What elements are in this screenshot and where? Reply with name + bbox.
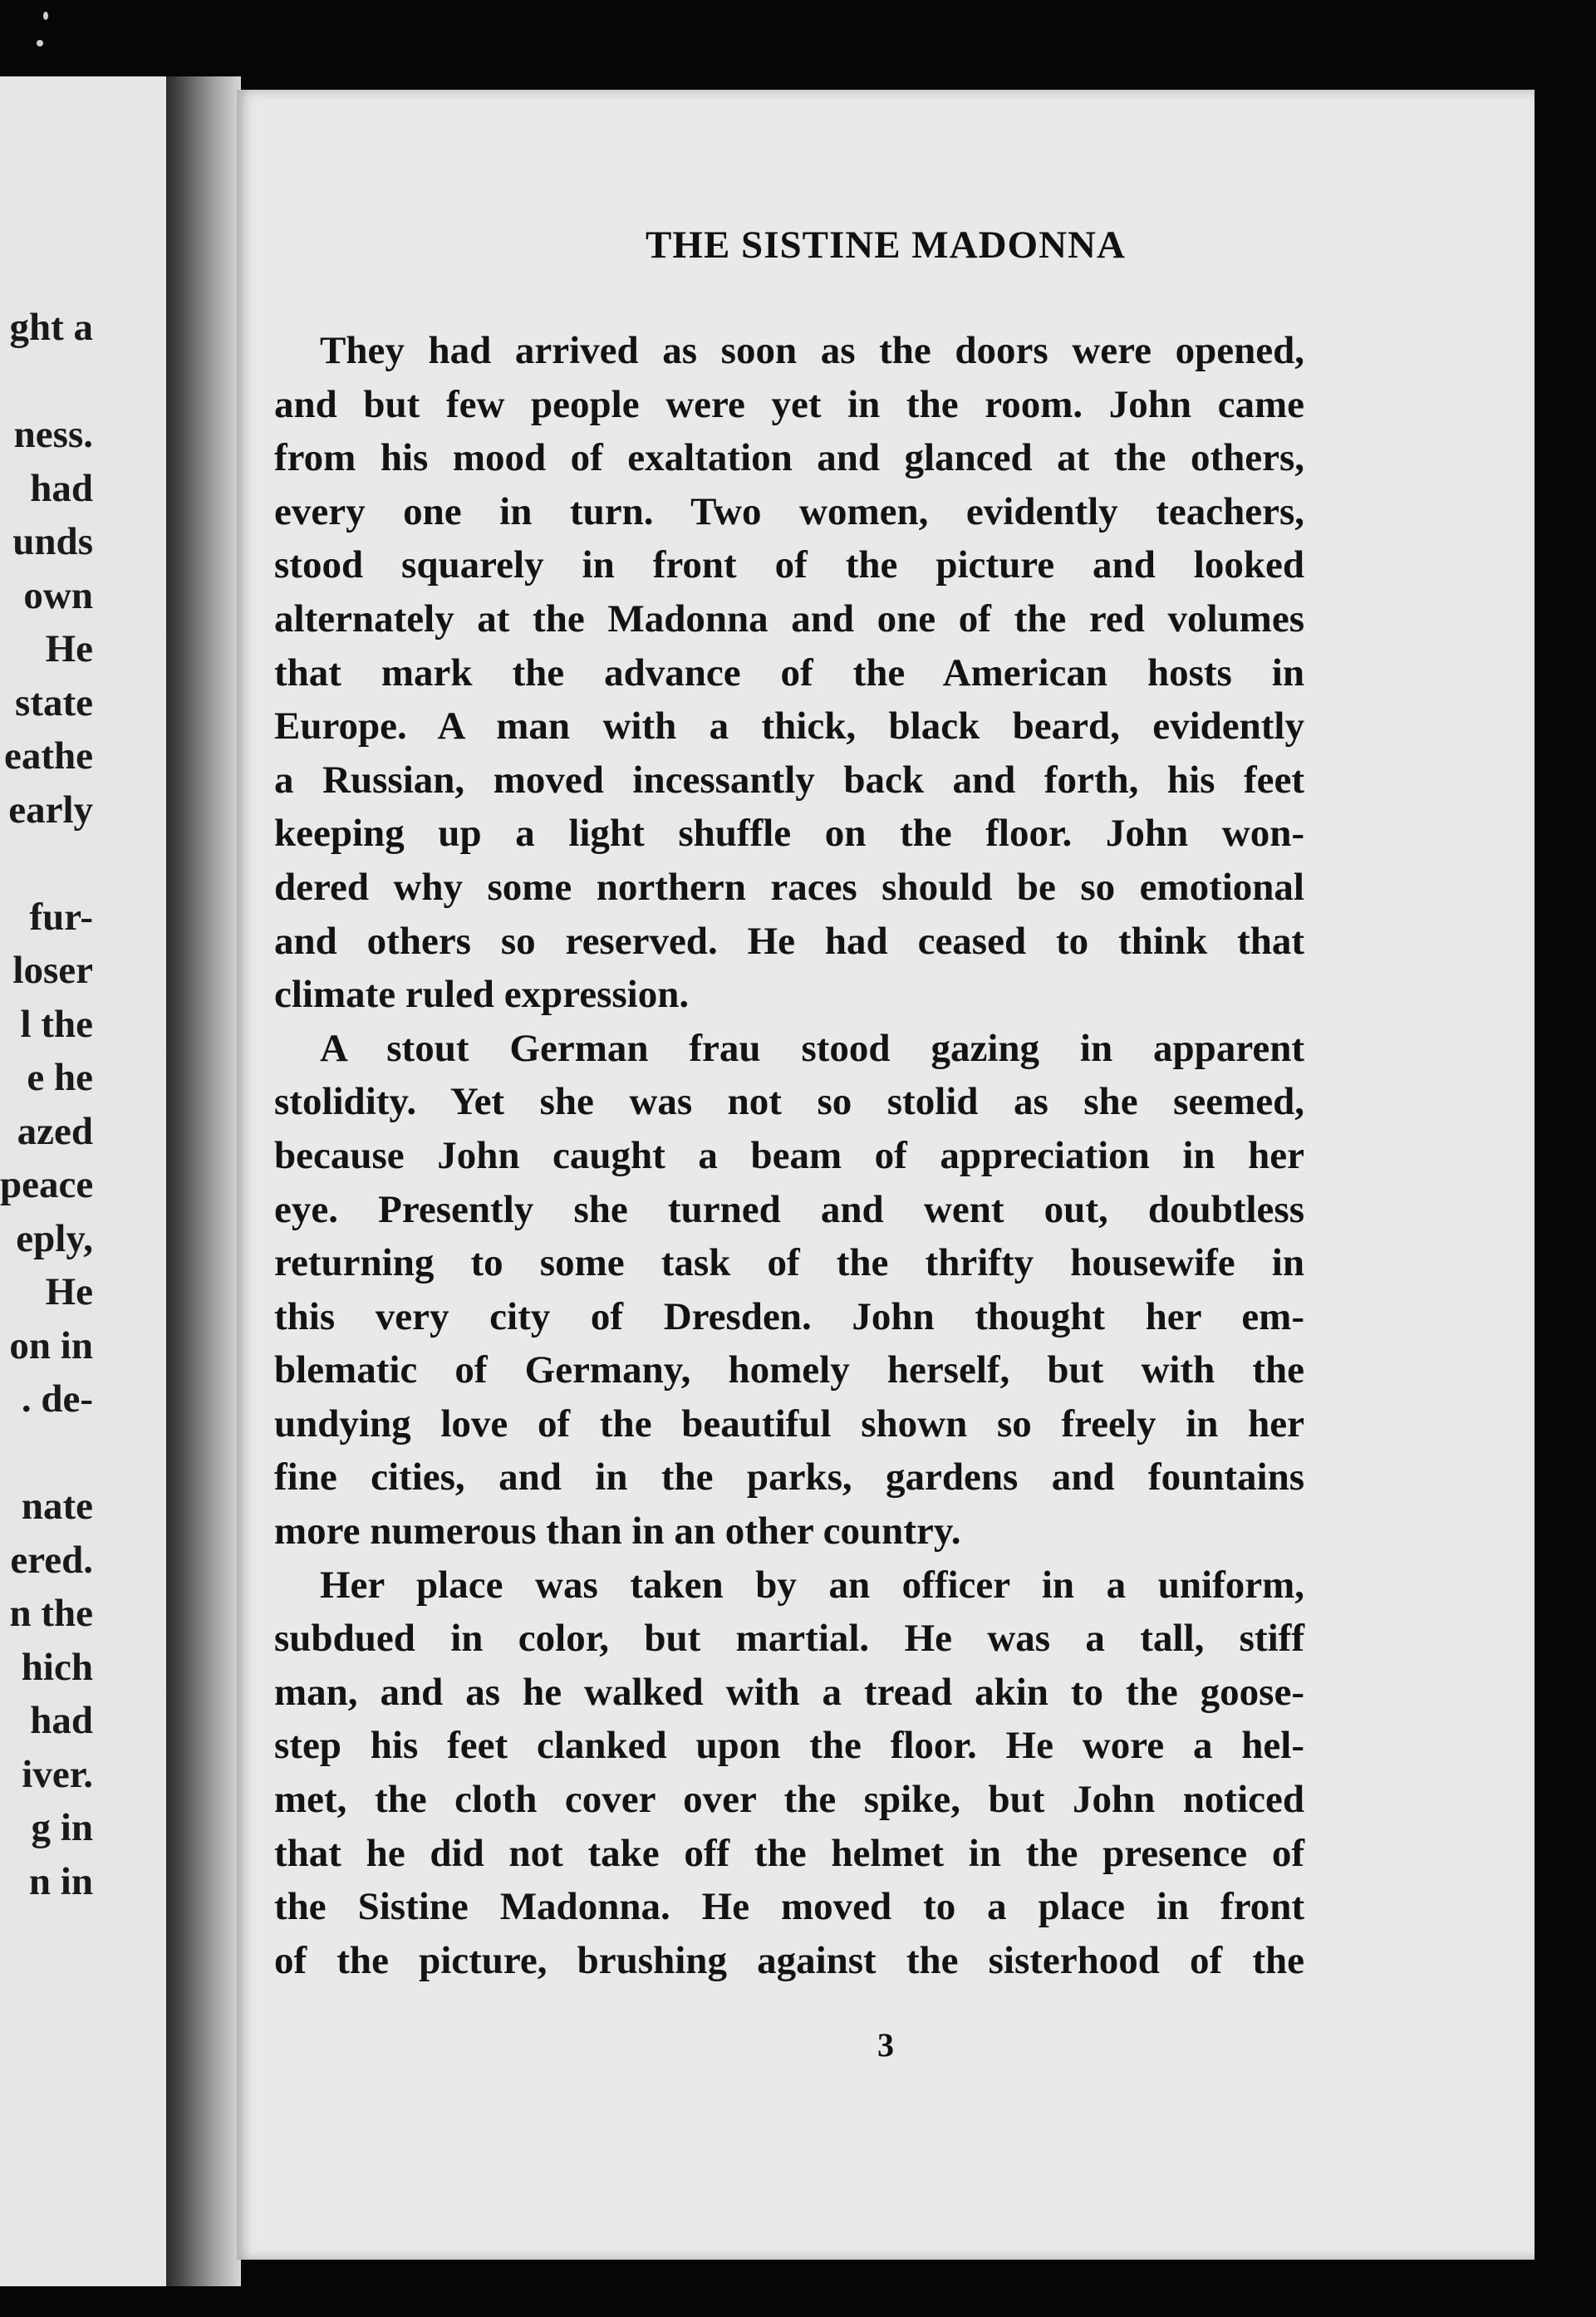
previous-page-line: loser bbox=[12, 949, 93, 992]
previous-page-line: n in bbox=[28, 1859, 93, 1903]
text-line: of the picture, brushing against the sisterhood of the bbox=[274, 1938, 1304, 1982]
previous-page-text bbox=[0, 301, 93, 1908]
previous-page-line: nate bbox=[21, 1485, 93, 1528]
text-line: keeping up a light shuffle on the floor. John won- bbox=[274, 812, 1304, 856]
text-line: returning to some task of the thrifty housewife in bbox=[274, 1241, 1304, 1285]
text-line: and others so reserved. He had ceased to think that bbox=[274, 919, 1304, 963]
text-line: that he did not take off the helmet in the presence of bbox=[274, 1831, 1304, 1875]
text-line: eye. Presently she turned and went out, doubtless bbox=[274, 1187, 1304, 1231]
previous-page-fragment bbox=[0, 76, 166, 2286]
text-line: every one in turn. Two women, evidently teachers, bbox=[274, 489, 1304, 533]
previous-page-line: state bbox=[15, 680, 93, 724]
previous-page-line: He bbox=[45, 1270, 93, 1313]
previous-page-line: azed bbox=[17, 1109, 93, 1153]
text-line: Europe. A man with a thick, black beard, evidently bbox=[274, 704, 1304, 749]
text-line: because John caught a beam of appreciation in her bbox=[274, 1133, 1304, 1177]
text-line: subdued in color, but martial. He was a tall, stiff bbox=[274, 1617, 1304, 1661]
text-line: the Sistine Madonna. He moved to a place in front bbox=[274, 1885, 1304, 1929]
previous-page-line: He bbox=[45, 627, 93, 670]
running-head: THE SISTINE MADONNA bbox=[646, 223, 1126, 267]
text-line: man, and as he walked with a tread akin to the goose- bbox=[274, 1670, 1304, 1714]
previous-page-line: early bbox=[8, 788, 93, 832]
previous-page-line: e he bbox=[27, 1056, 93, 1099]
book-page bbox=[237, 90, 1535, 2260]
page-number: 3 bbox=[877, 2026, 894, 2064]
page-body-text bbox=[274, 324, 1304, 1987]
previous-page-line: . de- bbox=[21, 1377, 93, 1421]
previous-page-line: on in bbox=[9, 1323, 93, 1367]
previous-page-line: had bbox=[30, 466, 93, 510]
previous-page-line: ness. bbox=[13, 413, 93, 456]
book-gutter-shadow bbox=[166, 76, 241, 2286]
previous-page-line bbox=[0, 837, 93, 891]
text-line: Her place was taken by an officer in a uniform, bbox=[320, 1563, 1304, 1607]
previous-page-line: iver. bbox=[22, 1752, 93, 1796]
text-line: alternately at the Madonna and one of the red volumes bbox=[274, 596, 1304, 641]
previous-page-line: unds bbox=[12, 520, 93, 563]
text-line: blematic of Germany, homely herself, but with the bbox=[274, 1348, 1304, 1392]
text-line: dered why some northern races should be so emotional bbox=[274, 865, 1304, 909]
text-line: and but few people were yet in the room. John came bbox=[274, 382, 1304, 426]
text-line: from his mood of exaltation and glanced at the others, bbox=[274, 436, 1304, 480]
previous-page-line bbox=[0, 355, 93, 409]
previous-page-line: ered. bbox=[10, 1538, 93, 1582]
text-line: undying love of the beautiful shown so freely in her bbox=[274, 1401, 1304, 1446]
text-line: step his feet clanked upon the floor. He wore a hel- bbox=[274, 1724, 1304, 1768]
text-line: stood squarely in front of the picture and looked bbox=[274, 543, 1304, 587]
previous-page-line: g in bbox=[31, 1806, 93, 1849]
previous-page-line: hich bbox=[21, 1645, 93, 1689]
text-line: that mark the advance of the American hosts in bbox=[274, 650, 1304, 695]
text-line: more numerous than in an other country. bbox=[274, 1509, 961, 1554]
previous-page-line: n the bbox=[9, 1592, 93, 1635]
text-line: this very city of Dresden. John thought her em- bbox=[274, 1294, 1304, 1338]
text-line: met, the cloth cover over the spike, but John noticed bbox=[274, 1778, 1304, 1822]
text-line: fine cities, and in the parks, gardens and fountains bbox=[274, 1455, 1304, 1500]
previous-page-line: had bbox=[30, 1699, 93, 1742]
scan-speck bbox=[37, 40, 43, 47]
previous-page-line: l the bbox=[20, 1002, 93, 1046]
scan-speck bbox=[43, 12, 48, 20]
text-line: They had arrived as soon as the doors were opened, bbox=[320, 329, 1304, 372]
previous-page-line: fur- bbox=[29, 895, 93, 939]
text-line: a Russian, moved incessantly back and forth, his feet bbox=[274, 758, 1304, 802]
previous-page-line: own bbox=[23, 573, 93, 617]
previous-page-line bbox=[0, 1426, 93, 1480]
previous-page-line: eathe bbox=[3, 734, 93, 778]
text-line: climate ruled expression. bbox=[274, 973, 690, 1017]
previous-page-line: peace bbox=[0, 1163, 94, 1206]
previous-page-line: eply, bbox=[16, 1216, 93, 1260]
text-line: stolidity. Yet she was not so stolid as she seemed, bbox=[274, 1080, 1304, 1124]
previous-page-line: ght a bbox=[9, 306, 93, 349]
text-line: A stout German frau stood gazing in apparent bbox=[320, 1026, 1304, 1070]
